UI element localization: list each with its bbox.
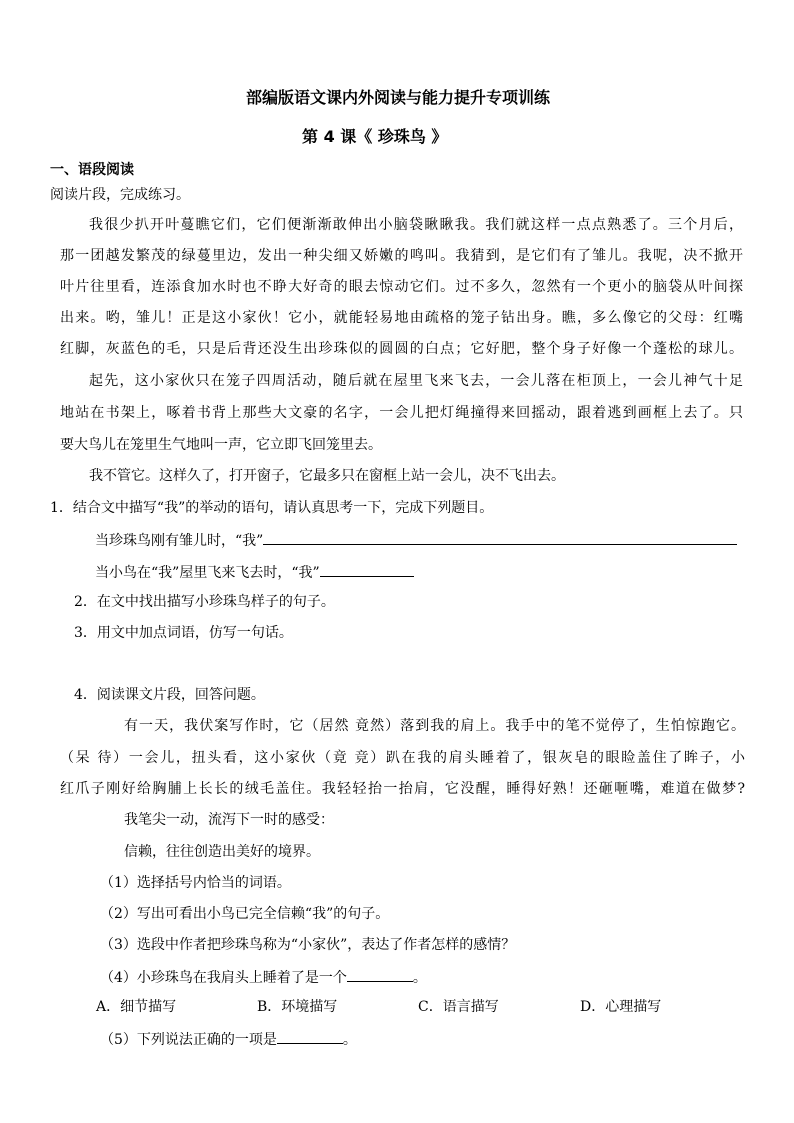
document-title: 部编版语文课内外阅读与能力提升专项训练 xyxy=(246,88,551,107)
sub-question-2: （2）写出可看出小鸟已完全信赖“我”的句子。 xyxy=(100,906,390,922)
sub-question-5-end: 。 xyxy=(342,1032,357,1048)
answer-blank[interactable] xyxy=(277,1028,343,1044)
sub-question-4 xyxy=(100,966,427,988)
passage-line: 那一团越发繁茂的绿蔓里边，发出一种尖细又娇嫩的鸣叫。我猜到，是它们有了雏儿。我呢，决不掀开 xyxy=(60,248,743,264)
passage-line: 信赖，往往创造出美好的境界。 xyxy=(124,844,320,860)
option-b[interactable]: B．环境描写 xyxy=(257,999,338,1015)
passage-line: 红爪子刚好给胸脯上长长的绒毛盖住。我轻轻抬一抬肩，它没醒，睡得好熟！还砸咂嘴，难道在做梦? xyxy=(60,781,745,797)
question-1b xyxy=(95,561,414,583)
passage-line: 出来。哟，雏儿！正是这小家伙！它小，就能轻易地由疏格的笼子钻出身。瞧，多么像它的父母：红嘴 xyxy=(60,310,743,326)
option-c[interactable]: C．语言描写 xyxy=(418,999,499,1015)
sub-question-4-text: （4）小珍珠鸟在我肩头上睡着了是一个 xyxy=(100,970,347,986)
section-heading: 一、语段阅读 xyxy=(50,162,134,178)
passage-line: 有一天，我伏案写作时，它（居然 竟然）落到我的肩上。我手中的笔不觉停了，生怕惊跑它。 xyxy=(124,718,745,734)
answer-blank[interactable] xyxy=(347,966,413,982)
sub-question-3: （3）选段中作者把珍珠鸟称为“小家伙”，表达了作者怎样的感情？ xyxy=(100,937,516,953)
passage-line: 红脚，灰蓝色的毛，只是后背还没生出珍珠似的圆圆的白点；它好肥，整个身子好像一个蓬松的球儿。 xyxy=(60,341,743,357)
question-1b-text: 当小鸟在“我”屋里飞来飞去时，“我” xyxy=(95,565,320,581)
passage-line: 我不管它。这样久了，打开窗子，它最多只在窗框上站一会儿，决不飞出去。 xyxy=(89,468,565,484)
passage-line: 我很少扒开叶蔓瞧它们，它们便渐渐敢伸出小脑袋瞅瞅我。我们就这样一点点熟悉了。三个月后， xyxy=(89,217,743,233)
question-1: 1．结合文中描写“我”的举动的语句，请认真思考一下，完成下列题目。 xyxy=(50,500,494,516)
question-2: 2．在文中找出描写小珍珠鸟样子的句子。 xyxy=(74,594,335,610)
option-d[interactable]: D．心理描写 xyxy=(580,999,662,1015)
sub-question-5-text: （5）下列说法正确的一项是 xyxy=(100,1032,277,1048)
passage-line: 我笔尖一动，流泻下一时的感受： xyxy=(124,812,334,828)
option-a[interactable]: A．细节描写 xyxy=(96,999,177,1015)
question-3: 3．用文中加点词语，仿写一句话。 xyxy=(74,625,293,641)
question-4: 4．阅读课文片段，回答问题。 xyxy=(74,687,265,703)
lesson-title: 第 4 课《 珍珠鸟 》 xyxy=(302,127,448,146)
sub-question-4-end: 。 xyxy=(412,970,427,986)
answer-blank[interactable] xyxy=(320,561,414,577)
passage-line: 起先，这小家伙只在笼子四周活动，随后就在屋里飞来飞去，一会儿落在柜顶上，一会儿神气十足 xyxy=(89,373,743,389)
passage-line: （呆 待）一会儿，扭头看，这小家伙（竟 竞）趴在我的肩头睡着了，银灰皂的眼睑盖住了眸子，小 xyxy=(60,750,745,766)
passage-line: 地站在书架上，啄着书背上那些大文豪的名字，一会儿把灯绳撞得来回摇动，跟着逃到画框上去了。只 xyxy=(60,405,743,421)
passage-line: 要大鸟儿在笼里生气地叫一声，它立即飞回笼里去。 xyxy=(60,437,382,453)
passage-line: 叶片往里看，连添食加水时也不睁大好奇的眼去惊动它们。过不多久，忽然有一个更小的脑袋从叶间探 xyxy=(60,279,743,295)
question-1a xyxy=(95,529,737,551)
question-1a-text: 当珍珠鸟刚有雏儿时，“我” xyxy=(95,533,264,549)
sub-question-1: （1）选择括号内恰当的词语。 xyxy=(100,875,291,891)
answer-blank[interactable] xyxy=(263,529,737,545)
sub-question-5 xyxy=(100,1028,357,1050)
instruction-text: 阅读片段，完成练习。 xyxy=(50,187,190,203)
